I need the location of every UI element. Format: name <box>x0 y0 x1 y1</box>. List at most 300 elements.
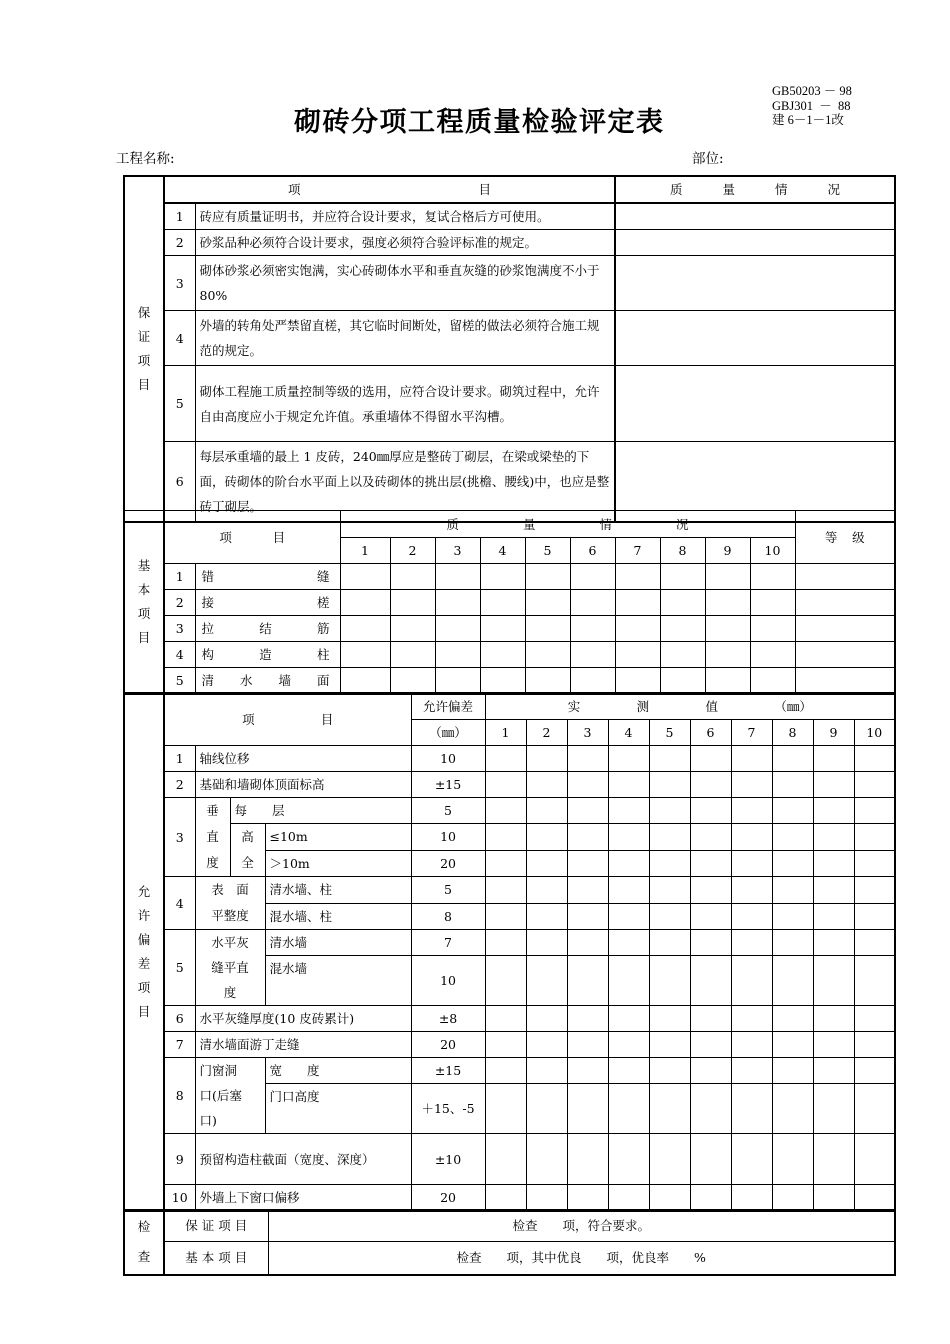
measure-cell[interactable] <box>854 1134 895 1185</box>
measure-cell[interactable] <box>690 903 731 930</box>
measure-cell[interactable] <box>772 824 813 851</box>
col-number: 1 <box>340 538 390 564</box>
measure-cell[interactable] <box>731 1006 772 1032</box>
check-cell[interactable] <box>570 616 615 642</box>
row-number: 6 <box>164 442 195 523</box>
measure-cell[interactable] <box>526 1185 567 1212</box>
measure-cell[interactable] <box>567 1058 608 1084</box>
label-line: 口(后塞 <box>199 1088 242 1103</box>
measure-cell[interactable] <box>731 824 772 851</box>
check-cell[interactable] <box>480 590 525 616</box>
row-label <box>195 616 340 642</box>
measure-cell[interactable] <box>772 850 813 877</box>
measure-cell[interactable] <box>813 930 854 956</box>
measure-cell[interactable] <box>649 903 690 930</box>
measure-cell[interactable] <box>690 956 731 1006</box>
measure-cell[interactable] <box>690 877 731 904</box>
measure-cell[interactable] <box>690 824 731 851</box>
grade-cell[interactable] <box>795 564 895 590</box>
measure-cell[interactable] <box>813 1134 854 1185</box>
measure-cell[interactable] <box>608 850 649 877</box>
measure-cell[interactable] <box>731 850 772 877</box>
quality-cell[interactable] <box>615 311 895 366</box>
allow-header: 允许偏差 <box>411 693 485 720</box>
measure-cell[interactable] <box>731 798 772 824</box>
measure-cell[interactable] <box>526 903 567 930</box>
header-char: 项 <box>287 182 301 197</box>
col-number: 1 <box>485 720 526 746</box>
col-number: 8 <box>772 720 813 746</box>
measure-cell[interactable] <box>526 930 567 956</box>
check-cell[interactable] <box>705 616 750 642</box>
measure-cell[interactable] <box>854 930 895 956</box>
measure-cell[interactable] <box>772 1134 813 1185</box>
sub-label: 宽 度 <box>265 1058 411 1084</box>
row-number: 8 <box>164 1058 195 1134</box>
measure-cell[interactable] <box>690 798 731 824</box>
check-cell[interactable] <box>750 616 795 642</box>
measure-cell[interactable] <box>772 1032 813 1058</box>
sub-group-label <box>230 824 265 877</box>
check-cell[interactable] <box>660 642 705 668</box>
measure-cell[interactable] <box>731 1084 772 1134</box>
label-line: 口) <box>199 1113 217 1128</box>
measure-cell[interactable] <box>772 798 813 824</box>
measure-cell[interactable] <box>649 956 690 1006</box>
check-cell[interactable] <box>340 642 390 668</box>
measure-cell[interactable] <box>813 903 854 930</box>
row-group-label <box>195 930 265 1006</box>
measure-cell[interactable] <box>485 1058 526 1084</box>
measure-cell[interactable] <box>854 1185 895 1212</box>
measure-cell[interactable] <box>567 930 608 956</box>
row-number: 1 <box>164 746 195 772</box>
tolerance-header-item <box>164 693 411 746</box>
row-text: 砌体工程施工质量控制等级的选用，应符合设计要求。砌筑过程中，允许自由高度应小于规定允许值。承重墙体不得留水平沟槽。 <box>195 366 615 442</box>
project-name-label: 工程名称: <box>116 151 175 167</box>
measure-cell[interactable] <box>608 1032 649 1058</box>
measure-cell[interactable] <box>485 903 526 930</box>
measure-cell[interactable] <box>608 1058 649 1084</box>
check-cell[interactable] <box>570 590 615 616</box>
label-char: 允 <box>137 883 151 899</box>
measure-cell[interactable] <box>608 1185 649 1212</box>
col-number: 5 <box>525 538 570 564</box>
allow-value: ±8 <box>411 1006 485 1032</box>
label-char: 项 <box>137 979 151 995</box>
check-cell[interactable] <box>340 668 390 695</box>
measure-cell[interactable] <box>567 798 608 824</box>
measure-cell[interactable] <box>649 877 690 904</box>
check-cell[interactable] <box>435 564 480 590</box>
basic-section-label <box>124 511 164 695</box>
col-number: 6 <box>690 720 731 746</box>
check-cell[interactable] <box>750 668 795 695</box>
check-cell[interactable] <box>525 642 570 668</box>
measure-cell[interactable] <box>731 930 772 956</box>
measure-cell[interactable] <box>772 930 813 956</box>
row-number: 10 <box>164 1185 195 1212</box>
header-char: 实 <box>567 698 581 714</box>
check-cell[interactable] <box>390 564 435 590</box>
measure-cell[interactable] <box>854 1032 895 1058</box>
measure-cell[interactable] <box>854 746 895 772</box>
measure-cell[interactable] <box>772 1185 813 1212</box>
measure-cell[interactable] <box>813 1006 854 1032</box>
measure-cell[interactable] <box>854 824 895 851</box>
measure-cell[interactable] <box>731 1185 772 1212</box>
check-cell[interactable] <box>435 616 480 642</box>
measure-cell[interactable] <box>731 1134 772 1185</box>
measure-cell[interactable] <box>649 1084 690 1134</box>
measure-cell[interactable] <box>567 850 608 877</box>
col-number: 3 <box>435 538 480 564</box>
row-number: 5 <box>164 930 195 1006</box>
check-cell[interactable] <box>480 668 525 695</box>
measure-cell[interactable] <box>854 956 895 1006</box>
measure-cell[interactable] <box>608 824 649 851</box>
measure-cell[interactable] <box>649 1058 690 1084</box>
table-row <box>124 616 895 642</box>
measure-cell[interactable] <box>813 956 854 1006</box>
row-number: 7 <box>164 1032 195 1058</box>
basic-header-item <box>164 511 340 564</box>
check-cell[interactable] <box>570 564 615 590</box>
measure-cell[interactable] <box>608 746 649 772</box>
check-cell[interactable] <box>660 668 705 695</box>
check-cell[interactable] <box>705 668 750 695</box>
measure-cell[interactable] <box>690 1058 731 1084</box>
measure-cell[interactable] <box>649 824 690 851</box>
check-cell[interactable] <box>390 590 435 616</box>
measure-cell[interactable] <box>608 956 649 1006</box>
measure-cell[interactable] <box>485 798 526 824</box>
measure-cell[interactable] <box>608 1006 649 1032</box>
measure-cell[interactable] <box>649 850 690 877</box>
row-number: 3 <box>164 798 195 877</box>
measure-cell[interactable] <box>649 772 690 798</box>
measure-cell[interactable] <box>813 798 854 824</box>
grade-cell[interactable] <box>795 668 895 695</box>
measure-cell[interactable] <box>690 1032 731 1058</box>
measure-cell[interactable] <box>485 1032 526 1058</box>
header-char: 目 <box>272 529 286 545</box>
measure-cell[interactable] <box>731 903 772 930</box>
check-cell[interactable] <box>660 616 705 642</box>
check-cell[interactable] <box>525 616 570 642</box>
measure-cell[interactable] <box>772 877 813 904</box>
label-char: 接 <box>201 595 215 610</box>
check-cell[interactable] <box>660 564 705 590</box>
measure-cell[interactable] <box>608 877 649 904</box>
measure-cell[interactable] <box>485 877 526 904</box>
check-cell[interactable] <box>525 590 570 616</box>
tolerance-section-label <box>124 693 164 1212</box>
guarantee-table <box>123 175 896 523</box>
check-cell[interactable] <box>750 642 795 668</box>
measure-cell[interactable] <box>813 746 854 772</box>
measure-cell[interactable] <box>690 930 731 956</box>
check-cell[interactable] <box>435 668 480 695</box>
header-char: 况 <box>675 516 689 532</box>
measure-cell[interactable] <box>485 850 526 877</box>
check-cell[interactable] <box>525 668 570 695</box>
measure-cell[interactable] <box>485 956 526 1006</box>
table-row <box>124 256 895 311</box>
measure-cell[interactable] <box>813 1032 854 1058</box>
measure-cell[interactable] <box>854 1084 895 1134</box>
measure-cell[interactable] <box>772 772 813 798</box>
check-cell[interactable] <box>340 590 390 616</box>
measure-cell[interactable] <box>649 1006 690 1032</box>
check-cell[interactable] <box>340 616 390 642</box>
allow-value: ＋15、-5 <box>411 1084 485 1134</box>
check-cell[interactable] <box>570 642 615 668</box>
measure-cell[interactable] <box>772 746 813 772</box>
measure-cell[interactable] <box>526 1006 567 1032</box>
sub-label: ≤10m <box>265 824 411 851</box>
measure-cell[interactable] <box>526 1058 567 1084</box>
measure-cell[interactable] <box>813 824 854 851</box>
basic-table <box>123 510 896 695</box>
check-cell[interactable] <box>615 616 660 642</box>
measure-cell[interactable] <box>567 877 608 904</box>
check-cell[interactable] <box>615 668 660 695</box>
measure-cell[interactable] <box>690 1084 731 1134</box>
measure-cell[interactable] <box>526 772 567 798</box>
measure-cell[interactable] <box>608 798 649 824</box>
row-number: 9 <box>164 1134 195 1185</box>
measure-cell[interactable] <box>485 1084 526 1134</box>
grade-cell[interactable] <box>795 616 895 642</box>
measure-cell[interactable] <box>485 930 526 956</box>
check-cell[interactable] <box>390 642 435 668</box>
check-cell[interactable] <box>480 642 525 668</box>
code-line: GB50203 － 98 <box>772 84 852 98</box>
standard-codes <box>772 84 852 128</box>
row-label: 预留构造柱截面（宽度、深度） <box>195 1134 411 1185</box>
check-cell[interactable] <box>435 590 480 616</box>
measure-cell[interactable] <box>649 1185 690 1212</box>
label-char: 本 <box>137 582 151 597</box>
label-char: 检 <box>137 1218 151 1234</box>
measure-cell[interactable] <box>772 903 813 930</box>
allow-value: 10 <box>411 956 485 1006</box>
measure-cell[interactable] <box>690 1006 731 1032</box>
check-cell[interactable] <box>615 642 660 668</box>
measure-cell[interactable] <box>772 1006 813 1032</box>
measure-cell[interactable] <box>813 772 854 798</box>
measure-cell[interactable] <box>608 772 649 798</box>
measure-cell[interactable] <box>485 1134 526 1185</box>
check-cell[interactable] <box>705 642 750 668</box>
check-cell[interactable] <box>705 590 750 616</box>
check-cell[interactable] <box>660 590 705 616</box>
header-char: 量 <box>722 182 735 197</box>
measure-cell[interactable] <box>485 824 526 851</box>
col-number: 10 <box>854 720 895 746</box>
measure-cell[interactable] <box>567 956 608 1006</box>
measure-cell[interactable] <box>731 772 772 798</box>
quality-cell[interactable] <box>615 203 895 230</box>
table-row <box>124 590 895 616</box>
measure-cell[interactable] <box>772 1084 813 1134</box>
label-char: 缝 <box>316 569 330 584</box>
row-text: 砖应有质量证明书，并应符合设计要求，复试合格后方可使用。 <box>195 203 615 230</box>
measure-cell[interactable] <box>526 746 567 772</box>
row-label: 水平灰缝厚度(10 皮砖累计) <box>195 1006 411 1032</box>
measure-cell[interactable] <box>608 1084 649 1134</box>
allow-value: 10 <box>411 824 485 851</box>
measure-cell[interactable] <box>854 798 895 824</box>
col-number: 4 <box>608 720 649 746</box>
col-number: 7 <box>615 538 660 564</box>
measure-cell[interactable] <box>567 1006 608 1032</box>
measure-cell[interactable] <box>813 850 854 877</box>
sub-label: ＞10m <box>265 850 411 877</box>
check-row-text: 检查 项，其中优良 项，优良率 % <box>268 1242 895 1275</box>
grade-cell[interactable] <box>795 590 895 616</box>
check-cell[interactable] <box>615 590 660 616</box>
measure-cell[interactable] <box>690 1185 731 1212</box>
measure-cell[interactable] <box>526 1032 567 1058</box>
label-char: 错 <box>201 569 215 584</box>
label-char: 目 <box>137 1003 151 1019</box>
measure-cell[interactable] <box>526 850 567 877</box>
measure-cell[interactable] <box>854 903 895 930</box>
measure-cell[interactable] <box>854 1006 895 1032</box>
measure-cell[interactable] <box>813 1084 854 1134</box>
measure-cell[interactable] <box>526 956 567 1006</box>
check-cell[interactable] <box>435 642 480 668</box>
label-line: 水平灰 <box>211 935 249 950</box>
allow-value: ±15 <box>411 772 485 798</box>
measure-cell[interactable] <box>608 930 649 956</box>
code-line: GBJ301 － 88 <box>772 98 851 113</box>
measure-cell[interactable] <box>813 1058 854 1084</box>
check-cell[interactable] <box>340 564 390 590</box>
check-row-label: 基 本 项 目 <box>164 1242 268 1275</box>
allow-unit: （㎜） <box>411 720 485 746</box>
allow-value: 7 <box>411 930 485 956</box>
check-cell[interactable] <box>390 616 435 642</box>
measure-cell[interactable] <box>690 1134 731 1185</box>
measure-cell[interactable] <box>731 1058 772 1084</box>
quality-cell[interactable] <box>615 366 895 442</box>
label-char: 保 <box>137 305 151 320</box>
measure-cell[interactable] <box>649 798 690 824</box>
table-row <box>124 1134 895 1185</box>
measure-cell[interactable] <box>567 1134 608 1185</box>
measure-cell[interactable] <box>608 903 649 930</box>
measure-cell[interactable] <box>813 1185 854 1212</box>
row-number: 4 <box>164 642 195 668</box>
check-cell[interactable] <box>480 564 525 590</box>
measure-cell[interactable] <box>526 1134 567 1185</box>
row-label: 清水墙面游丁走缝 <box>195 1032 411 1058</box>
measure-cell[interactable] <box>649 930 690 956</box>
header-char: 值 <box>705 698 718 714</box>
measure-cell[interactable] <box>813 877 854 904</box>
measure-cell[interactable] <box>690 850 731 877</box>
check-cell[interactable] <box>705 564 750 590</box>
header-char: 情 <box>599 516 612 532</box>
measure-cell[interactable] <box>649 1134 690 1185</box>
measure-cell[interactable] <box>567 772 608 798</box>
measure-cell[interactable] <box>567 746 608 772</box>
measure-cell[interactable] <box>854 877 895 904</box>
measure-cell[interactable] <box>690 772 731 798</box>
check-cell[interactable] <box>570 668 615 695</box>
measure-cell[interactable] <box>567 824 608 851</box>
measure-cell[interactable] <box>854 1058 895 1084</box>
grade-cell[interactable] <box>795 642 895 668</box>
measure-cell[interactable] <box>485 1185 526 1212</box>
row-number: 1 <box>164 564 195 590</box>
header-char: 等 <box>824 529 838 545</box>
measure-cell[interactable] <box>485 1006 526 1032</box>
measure-cell[interactable] <box>731 956 772 1006</box>
check-cell[interactable] <box>525 564 570 590</box>
measure-cell[interactable] <box>690 746 731 772</box>
row-label <box>195 590 340 616</box>
check-cell[interactable] <box>480 616 525 642</box>
measure-cell[interactable] <box>526 798 567 824</box>
measure-cell[interactable] <box>567 903 608 930</box>
check-cell[interactable] <box>390 668 435 695</box>
measure-cell[interactable] <box>567 1084 608 1134</box>
label-char: 造 <box>259 647 272 662</box>
measure-cell[interactable] <box>854 850 895 877</box>
allow-value: 10 <box>411 746 485 772</box>
measure-cell[interactable] <box>526 824 567 851</box>
quality-cell[interactable] <box>615 230 895 256</box>
measure-cell[interactable] <box>772 956 813 1006</box>
label-line: 缝平直 <box>211 960 249 975</box>
col-number: 6 <box>570 538 615 564</box>
label-char: 差 <box>137 955 151 971</box>
table-row <box>124 564 895 590</box>
measure-cell[interactable] <box>526 877 567 904</box>
measure-cell[interactable] <box>485 746 526 772</box>
table-row <box>124 203 895 230</box>
measure-cell[interactable] <box>731 746 772 772</box>
measure-cell[interactable] <box>772 1058 813 1084</box>
check-cell[interactable] <box>750 590 795 616</box>
measure-cell[interactable] <box>731 1032 772 1058</box>
label-char: 许 <box>137 907 151 923</box>
label-line: 表 面 <box>211 882 249 897</box>
quality-cell[interactable] <box>615 256 895 311</box>
check-cell[interactable] <box>750 564 795 590</box>
measure-cell[interactable] <box>567 1185 608 1212</box>
row-number: 2 <box>164 230 195 256</box>
measure-cell[interactable] <box>485 772 526 798</box>
label-char: 柱 <box>316 647 330 662</box>
check-cell[interactable] <box>615 564 660 590</box>
measure-cell[interactable] <box>608 1134 649 1185</box>
table-row <box>124 230 895 256</box>
label-line: 平整度 <box>211 908 249 923</box>
measure-cell[interactable] <box>649 1032 690 1058</box>
measure-cell[interactable] <box>526 1084 567 1134</box>
measure-cell[interactable] <box>567 1032 608 1058</box>
form-title: 砌砖分项工程质量检验评定表 <box>294 107 665 138</box>
measure-cell[interactable] <box>854 772 895 798</box>
measure-cell[interactable] <box>649 746 690 772</box>
measure-cell[interactable] <box>731 877 772 904</box>
label-char: 结 <box>259 621 272 636</box>
